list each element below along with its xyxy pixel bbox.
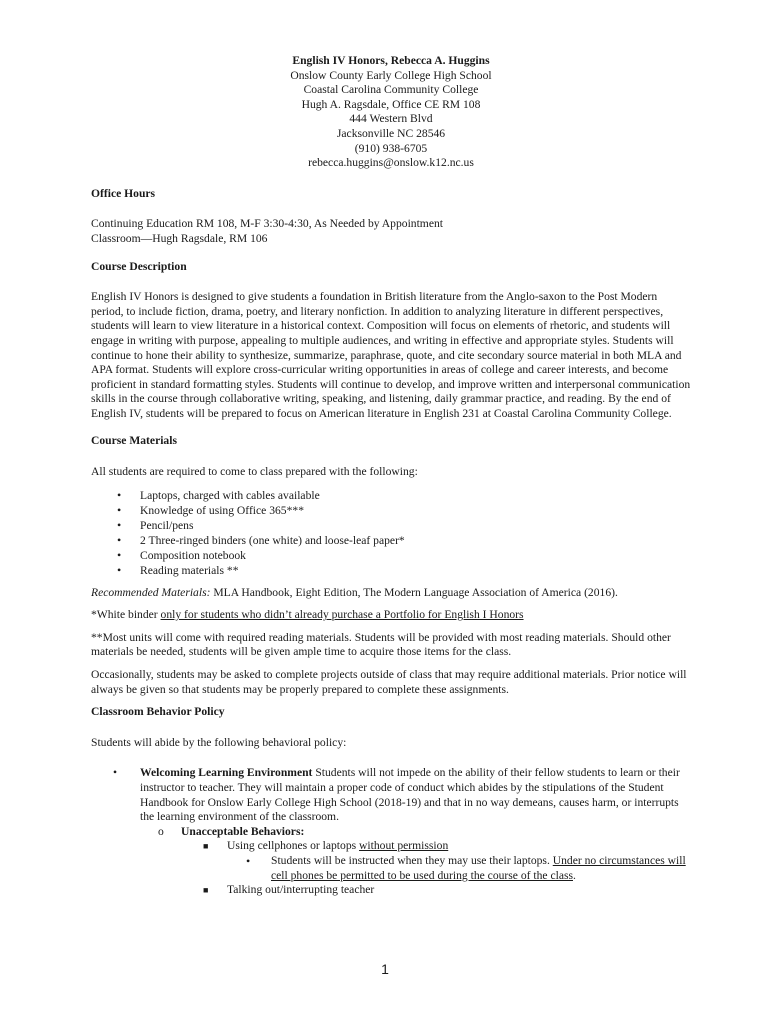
list-item [91, 854, 691, 883]
policy-item-text: Students will not impede on the ability of their fellow students to learn or their instructor to teacher. They will maintain a proper code of conduct which abides by the stipulations of the Student Handbook for Onslow Early College High School (2018-19) and that in no way demeans, causes harm, or interrupts the learning environment of the classroom. [140, 766, 680, 824]
square-bullet-icon: ■ [203, 841, 209, 852]
behavior-policy-intro: Students will abide by the following behavioral policy: [91, 735, 347, 749]
list-item: • Pencil/pens [91, 518, 691, 533]
recommended-label: Recommended Materials: [91, 585, 211, 599]
binder-prefix: *White binder [91, 608, 161, 622]
office-location: Hugh A. Ragsdale, Office CE RM 108 [301, 97, 481, 111]
behavior-1a-prefix: Students will be instructed when they may use their laptops. [271, 853, 553, 867]
bullet-icon: • [246, 853, 251, 868]
behavior-1-underlined: without permission [359, 839, 449, 853]
bullet-icon: • [113, 766, 118, 780]
behavior-policy-heading: Classroom Behavior Policy [91, 705, 225, 719]
unacceptable-behaviors-label: Unacceptable Behaviors: [181, 824, 305, 838]
list-item: • 2 Three-ringed binders (one white) and loose-leaf paper* [91, 533, 691, 548]
projects-note: Occasionally, students may be asked to complete projects outside of class that may require additional materials. Prior notice will always be given so that students may be properly prepared to complete these assignments. [91, 668, 687, 696]
recommended-materials [91, 586, 691, 601]
materials-list [91, 488, 691, 578]
office-hours-line-1: Continuing Education RM 108, M-F 3:30-4:30, As Needed by Appointment [91, 217, 443, 231]
binder-note [91, 608, 691, 623]
behavior-2: Talking out/interrupting teacher [227, 883, 375, 897]
behavior-1a-underlined: Under no circumstances will cell phones be permitted to be used during the course of the class [271, 853, 686, 882]
list-item [91, 839, 691, 854]
reading-note: **Most units will come with required reading materials. Students will be provided with most reading materials. Should other materials be needed, students will be given ample time to acquire those items for the class. [91, 630, 671, 659]
document-page [91, 54, 691, 898]
school-name: Onslow County Early College High School [290, 68, 492, 82]
policy-item-label: Welcoming Learning Environment [140, 766, 313, 780]
list-item: • Laptops, charged with cables available [91, 488, 691, 503]
binder-underlined: only for students who didn’t already purchase a Portfolio for English I Honors [160, 608, 524, 622]
street-address: 444 Western Blvd [349, 112, 433, 126]
list-item [91, 883, 691, 898]
phone-number: (910) 938-6705 [354, 141, 428, 155]
list-item [91, 825, 691, 840]
college-name: Coastal Carolina Community College [303, 83, 479, 97]
course-description-heading: Course Description [91, 259, 187, 273]
city-state-zip: Jacksonville NC 28546 [336, 126, 446, 140]
behavior-1-prefix: Using cellphones or laptops [227, 839, 360, 853]
behavior-policy-list [91, 766, 691, 897]
list-item: • Composition notebook [91, 548, 691, 563]
behavior-1a-suffix: . [573, 868, 576, 882]
square-bullet-icon: ■ [203, 885, 209, 896]
page-number: 1 [381, 961, 389, 977]
recommended-text: MLA Handbook, Eight Edition, The Modern Language Association of America (2016). [210, 585, 618, 599]
office-hours-heading: Office Hours [91, 186, 156, 200]
office-hours-line-2: Classroom—Hugh Ragsdale, RM 106 [91, 231, 268, 245]
course-materials-heading: Course Materials [91, 434, 177, 448]
list-item [91, 766, 691, 824]
email-address: rebecca.huggins@onslow.k12.nc.us [308, 156, 474, 170]
list-item: • Knowledge of using Office 365*** [91, 503, 691, 518]
course-materials-intro: All students are required to come to class prepared with the following: [91, 465, 418, 479]
document-header [91, 54, 691, 171]
document-title: English IV Honors, Rebecca A. Huggins [292, 54, 490, 67]
list-item: • Reading materials ** [91, 563, 691, 578]
course-description-body: English IV Honors is designed to give students a foundation in British literature from the Anglo-saxon to the Post Modern period, to include fiction, drama, poetry, and literary nonfiction. In addition to analyzing literature in different perspectives, students will learn to view literature in a historical context. Composition will focus on elements of rhetoric, and students will engage in writing with purpose, appealing to multiple audiences, and writing in effective and appropriate styles. Students will continue to hone their ability to synthesize, summarize, paraphrase, quote, and cite secondary source material in both MLA and APA format. Students will explore cross-curricular writing opportunities in areas of college and career interests, and become proficient in standard formatting styles. Students will continue to develop, and improve written and interpersonal communication skills in the course through collaborative writing, speaking, and listening, daily grammar practice, and reading. By the end of English IV, students will be prepared to focus on American literature in English 231 at Coastal Carolina Community College. [91, 290, 691, 420]
sub-bullet-marker: o [158, 824, 164, 838]
